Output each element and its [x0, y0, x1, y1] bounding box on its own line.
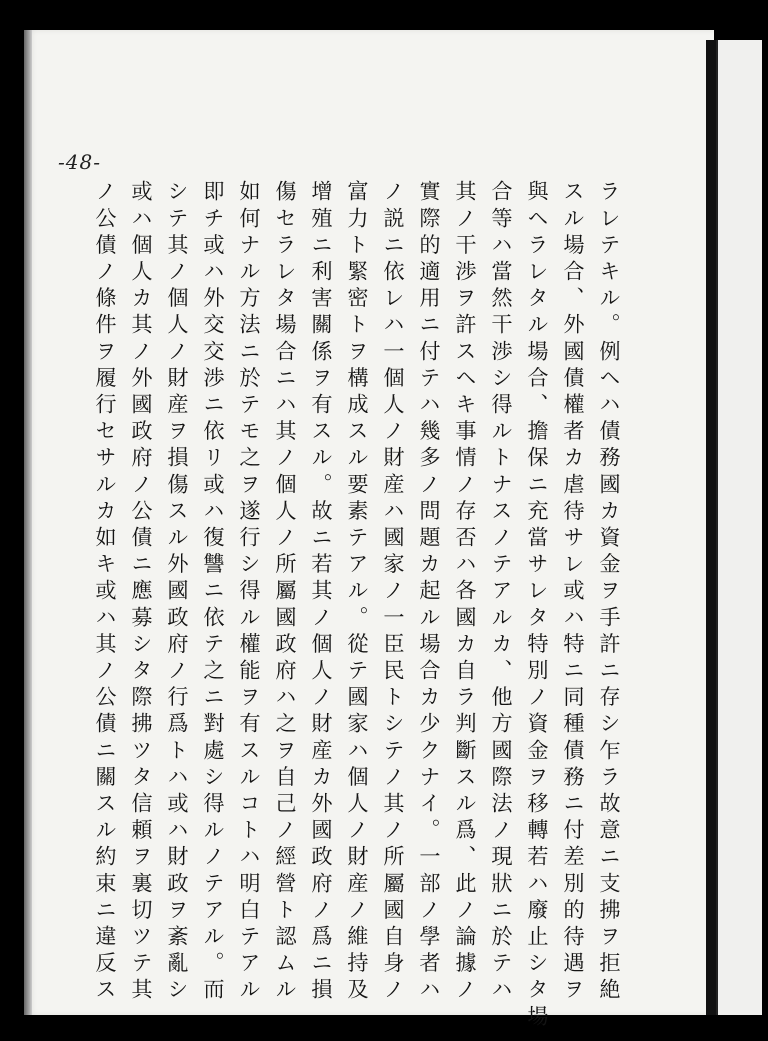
- vertical-text-body: [84, 180, 624, 1032]
- text-column: シテ其ノ個人ノ財産ヲ損傷スル外國政府ノ行爲トハ或ハ財政ヲ紊亂シ: [165, 180, 190, 1005]
- text-column: 即チ或ハ外交交渉ニ依リ或ハ復讐ニ依テ之ニ對處シ得ルノテアル。而: [201, 180, 226, 1005]
- text-column: ラレテキル。例ヘハ債務國カ資金ヲ手許ニ存シ乍ラ故意ニ支拂ヲ拒絶: [597, 180, 622, 1005]
- text-column: 富力ト緊密トヲ構成スル要素テアル。從テ國家ハ個人ノ財産ノ維持及: [345, 180, 370, 1005]
- text-column: 其ノ干渉ヲ許スヘキ事情ノ存否ハ各國カ自ラ判斷スル爲、此ノ論據ノ: [453, 180, 478, 1005]
- text-column: 與ヘラレタル場合、擔保ニ充當サレタ特別ノ資金ヲ移轉若ハ廢止シタ場: [525, 180, 550, 1032]
- text-column: 增殖ニ利害關係ヲ有スル。故ニ若其ノ個人ノ財産カ外國政府ノ爲ニ損: [309, 180, 334, 1005]
- text-column: 或ハ個人カ其ノ外國政府ノ公債ニ應募シタ際拂ツタ信頼ヲ裏切ツテ其: [129, 180, 154, 1005]
- text-column: スル場合、外國債權者カ虐待サレ或ハ特ニ同種債務ニ付差別的待遇ヲ: [561, 180, 586, 1005]
- page-gutter-shadow: [24, 30, 32, 1015]
- text-column: ノ説ニ依レハ一個人ノ財産ハ國家ノ一臣民トシテノ其ノ所屬國自身ノ: [381, 180, 406, 1005]
- page-number: -48-: [58, 150, 101, 174]
- text-column: ノ公債ノ條件ヲ履行セサルカ如キ或ハ其ノ公債ニ關スル約束ニ違反ス: [93, 180, 118, 1005]
- text-column: 合等ハ當然干渉シ得ルトナスノテアルカ、他方國際法ノ現狀ニ於テハ: [489, 180, 514, 1005]
- text-column: 傷セラレタ場合ニハ其ノ個人ノ所屬國政府ハ之ヲ自己ノ經營ト認ムル: [273, 180, 298, 1005]
- text-column: 實際的適用ニ付テハ幾多ノ問題カ起ル場合カ少クナイ。一部ノ學者ハ: [417, 180, 442, 1005]
- next-page-edge: [716, 40, 762, 1015]
- text-column: 如何ナル方法ニ於テモ之ヲ遂行シ得ル權能ヲ有スルコトハ明白テアル: [237, 180, 262, 1005]
